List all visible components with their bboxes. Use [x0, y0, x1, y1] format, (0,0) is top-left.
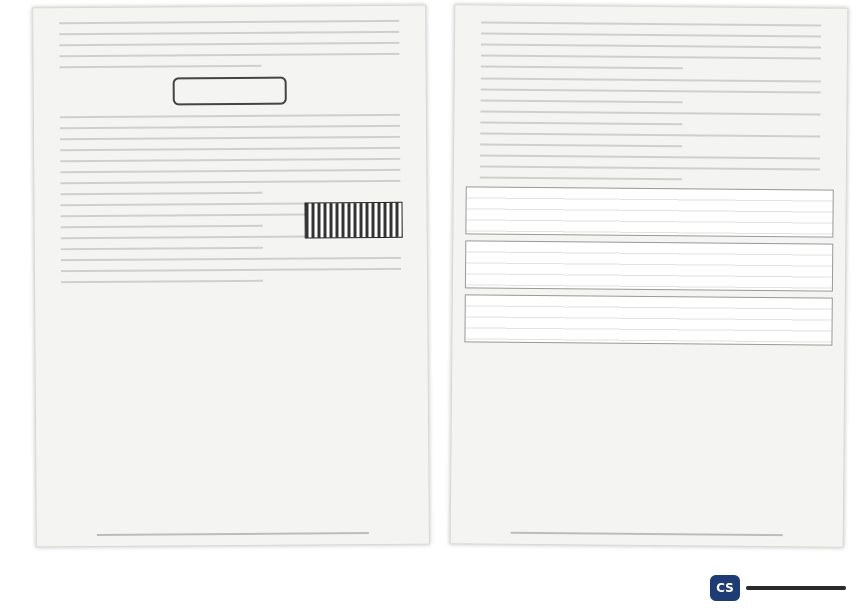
music-score-a: [465, 186, 833, 237]
section-title-stamp: [173, 77, 287, 106]
exam-page-1: [32, 5, 430, 548]
scanner-logo-text: [746, 586, 846, 590]
page-1-footer: [97, 530, 369, 538]
music-score-c: [464, 294, 832, 345]
scenario-1-passage: [46, 112, 415, 198]
instructions-block: [45, 18, 413, 71]
scanner-logo-icon: CS: [710, 575, 740, 601]
question-5-block: [467, 19, 835, 72]
music-score-b: [465, 240, 833, 291]
questions-block: [46, 200, 415, 286]
exam-page-2: [450, 4, 849, 547]
scanner-watermark: [710, 575, 846, 601]
dialogue-block: [466, 75, 834, 128]
questions-6-8-block: [466, 130, 834, 183]
embroidery-figure: [304, 202, 402, 239]
page-2-footer: [511, 530, 783, 538]
